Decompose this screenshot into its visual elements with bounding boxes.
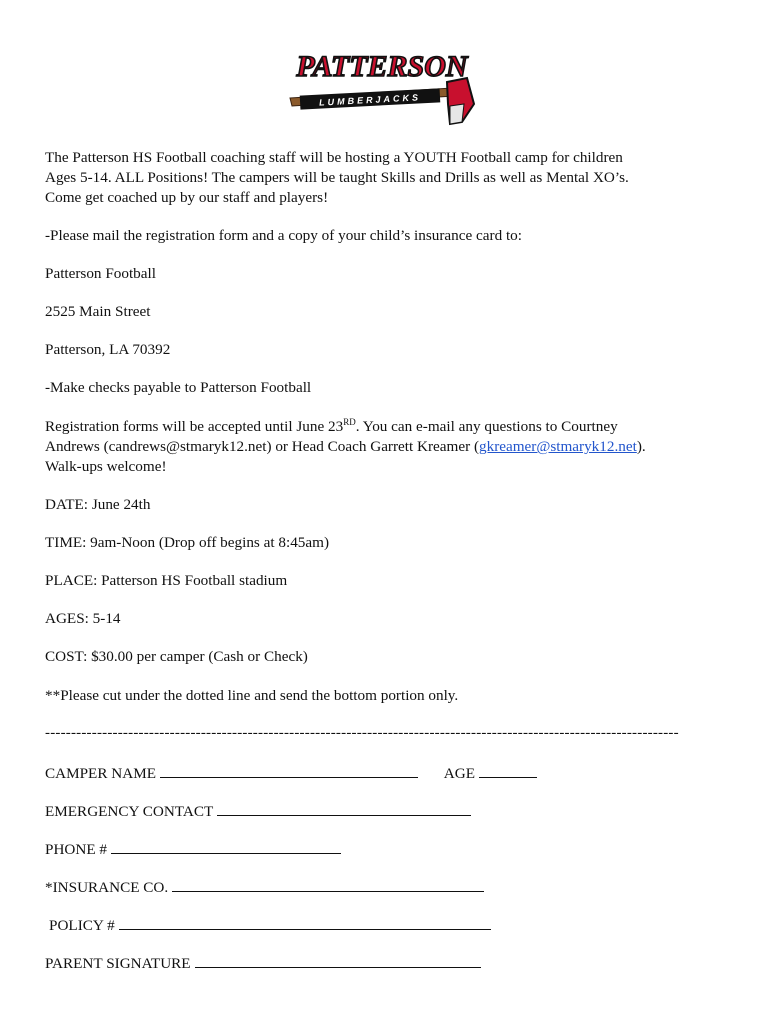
phone-row <box>45 839 341 859</box>
detail-date: DATE: June 24th <box>45 496 151 513</box>
logo-title: PATTERSON <box>296 50 468 83</box>
insurance-row <box>45 877 484 897</box>
address-street: 2525 Main Street <box>45 303 151 320</box>
kreamer-email-link[interactable]: gkreamer@stmaryk12.net <box>479 438 637 455</box>
insurance-label: *INSURANCE CO. <box>45 879 169 896</box>
detail-cost: COST: $30.00 per camper (Cash or Check) <box>45 648 308 665</box>
cut-note: **Please cut under the dotted line and send the bottom portion only. <box>45 687 459 704</box>
emergency-contact-row <box>45 801 471 821</box>
emergency-contact-label: EMERGENCY CONTACT <box>45 803 214 820</box>
intro-line-2: Ages 5-14. ALL Positions! The campers will be taught Skills and Drills as well as Mental XO’s. <box>45 169 629 186</box>
camper-name-line[interactable] <box>160 763 418 778</box>
insurance-line[interactable] <box>172 877 484 892</box>
registration-text-d: ). <box>636 438 646 455</box>
detail-ages: AGES: 5-14 <box>45 610 121 627</box>
policy-label: POLICY # <box>49 917 115 934</box>
registration-line-1 <box>45 417 618 437</box>
checks-payable: -Make checks payable to Patterson Football <box>45 379 312 396</box>
registration-sup: RD <box>343 417 356 427</box>
parent-signature-row <box>45 953 481 973</box>
registration-text-c: Andrews (candrews@stmaryk12.net) or Head Coach Garrett Kreamer ( <box>45 438 480 455</box>
detail-place: PLACE: Patterson HS Football stadium <box>45 572 288 589</box>
phone-line[interactable] <box>111 839 341 854</box>
registration-line-2 <box>45 437 646 457</box>
detail-time: TIME: 9am-Noon (Drop off begins at 8:45am) <box>45 534 330 551</box>
registration-text-b: . You can e-mail any questions to Courtney <box>355 418 618 435</box>
patterson-lumberjacks-logo <box>282 44 492 132</box>
parent-signature-label: PARENT SIGNATURE <box>45 955 191 972</box>
age-label: AGE <box>443 765 475 782</box>
address-name: Patterson Football <box>45 265 156 282</box>
camper-name-label: CAMPER NAME <box>45 765 156 782</box>
age-line[interactable] <box>479 763 537 778</box>
camper-name-row <box>45 763 537 783</box>
logo-subtitle: LUMBERJACKS <box>318 92 422 108</box>
intro-line-1: The Patterson HS Football coaching staff will be hosting a YOUTH Football camp for children <box>45 149 623 166</box>
policy-row <box>49 915 491 935</box>
emergency-contact-line[interactable] <box>217 801 471 816</box>
cut-divider: -------------------------------------------------------------------------------------------------------------------------- <box>45 725 679 741</box>
logo-graphic <box>282 44 492 132</box>
intro-line-3: Come get coached up by our staff and players! <box>45 189 329 206</box>
registration-text-a: Registration forms will be accepted until June 23 <box>45 418 344 435</box>
parent-signature-line[interactable] <box>195 953 481 968</box>
phone-label: PHONE # <box>45 841 108 858</box>
policy-line[interactable] <box>119 915 491 930</box>
mail-instruction: -Please mail the registration form and a copy of your child’s insurance card to: <box>45 227 522 244</box>
address-city: Patterson, LA 70392 <box>45 341 171 358</box>
registration-line-3: Walk-ups welcome! <box>45 458 167 475</box>
